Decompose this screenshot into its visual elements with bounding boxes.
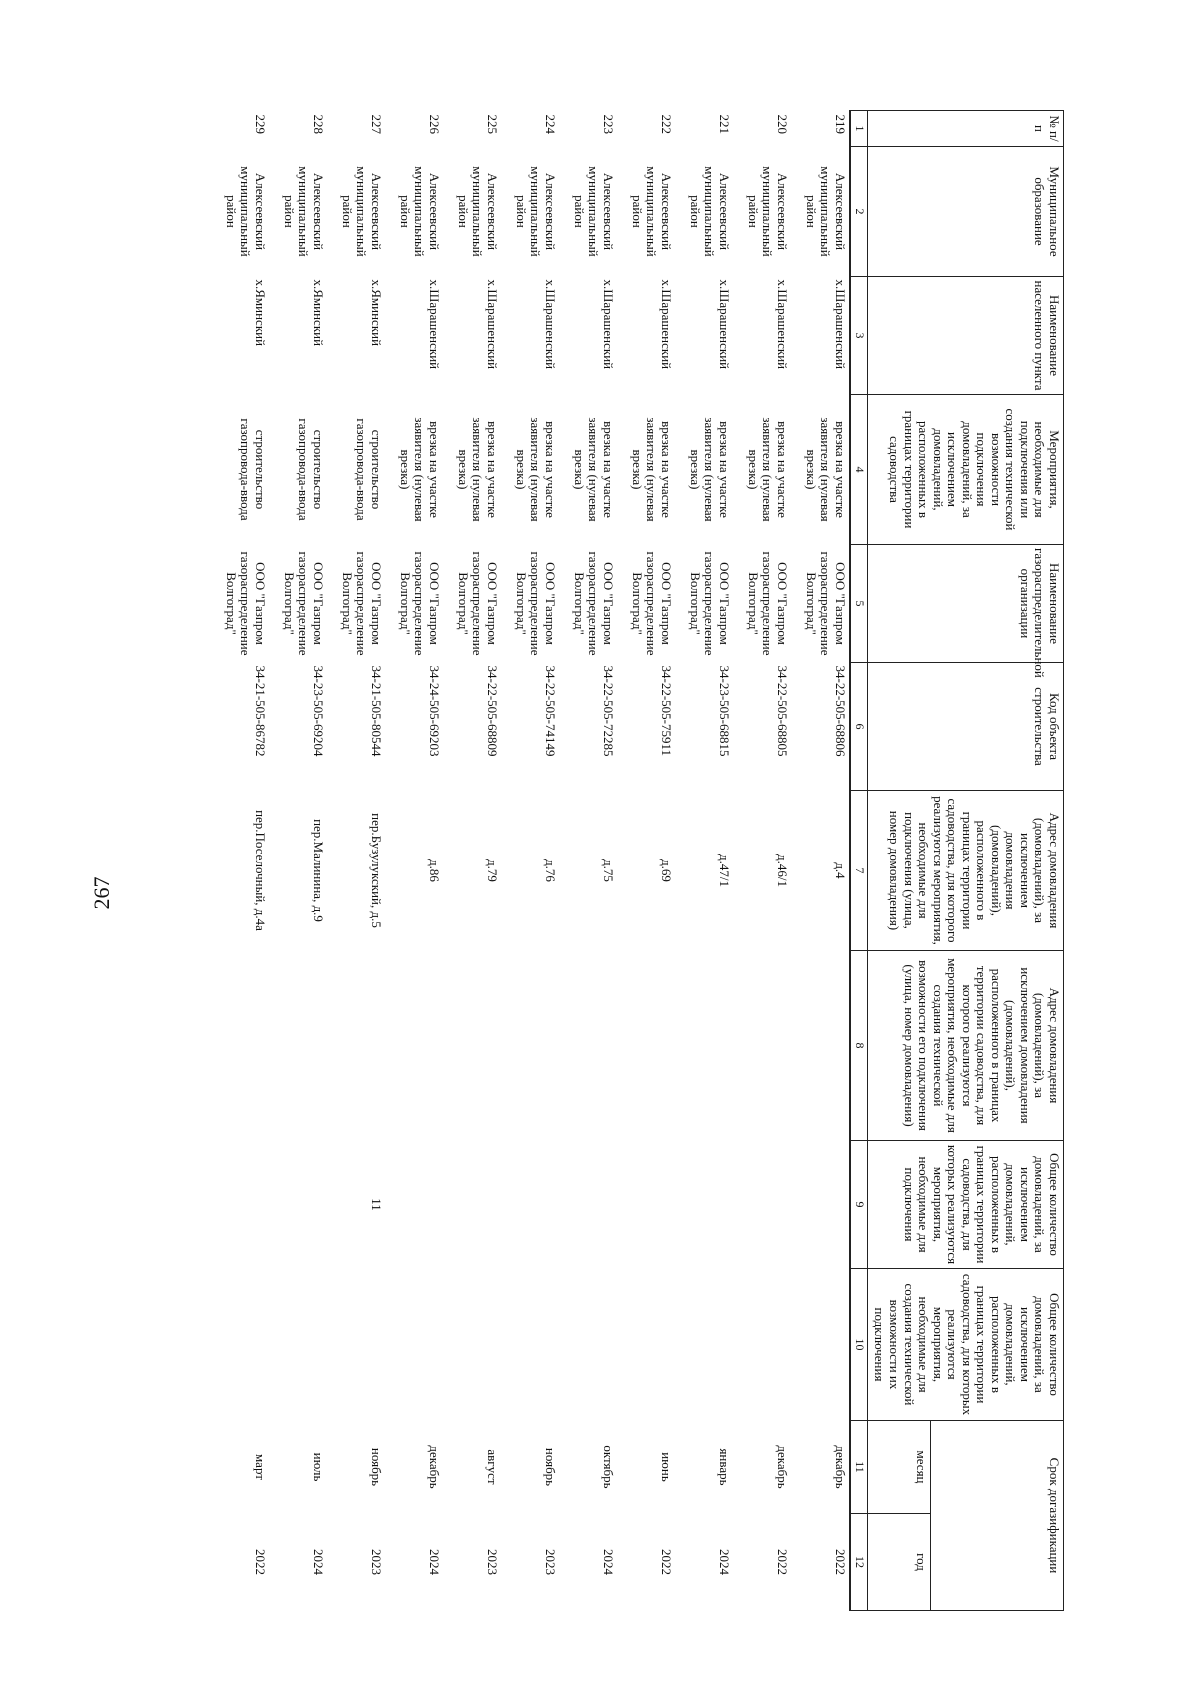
table-row <box>559 111 617 1611</box>
settlement-cell: х.Шарашенский <box>543 279 558 370</box>
address-tech-cell <box>211 951 269 1141</box>
measure-cell: врезка на участке заявителя (нулевая врезка) <box>803 417 848 522</box>
table-row <box>617 111 675 1611</box>
object-code-cell: 34-22-505-68809 <box>485 665 500 757</box>
count-connection-cell <box>501 1141 559 1269</box>
address-connection-cell: д.4 <box>833 862 848 879</box>
term-year-cell: 2023 <box>369 1549 384 1575</box>
municipality-cell: Алексеевский муниципальный район <box>745 166 790 257</box>
organization-cell: ООО "Газпром газораспределение Волгоград" <box>397 551 442 656</box>
settlement-cell: х.Шарашенский <box>717 279 732 370</box>
address-connection-cell: д.79 <box>485 859 500 882</box>
term-year-cell: 2022 <box>659 1549 674 1575</box>
term-month-cell: март <box>253 1454 268 1480</box>
header-address-tech: Адрес домовладения (домовладений), за исключением домовладения (домовладений), расположенного в границах территории садоводства, для которого реализуются мероприятия, необходимые для создания технической возможности его подключения (улица, номер домовладения) <box>868 951 1064 1141</box>
address-tech-cell <box>443 951 501 1141</box>
address-tech-cell <box>501 951 559 1141</box>
header-settlement: Наименование населенного пункта <box>868 277 1064 395</box>
count-tech-cell <box>675 1269 733 1421</box>
header-term: Срок догазификации <box>931 1421 1064 1611</box>
address-connection-cell: д.86 <box>427 859 442 882</box>
header-object-code: Код объекта строительства <box>868 663 1064 791</box>
table-row <box>385 111 443 1611</box>
row-number: 229 <box>253 114 268 134</box>
count-connection-cell <box>211 1141 269 1269</box>
object-code-cell: 34-21-505-80544 <box>369 665 384 757</box>
table-row <box>501 111 559 1611</box>
page-number: 267 <box>89 876 114 910</box>
address-tech-cell <box>733 951 791 1141</box>
col-number: 11 <box>850 1421 868 1514</box>
table-row <box>443 111 501 1611</box>
measure-cell: врезка на участке заявителя (нулевая врезка) <box>397 417 442 522</box>
municipality-cell: Алексеевский муниципальный район <box>629 166 674 257</box>
measure-cell: врезка на участке заявителя (нулевая врезка) <box>687 417 732 522</box>
count-connection-cell <box>791 1141 850 1269</box>
col-number: 2 <box>850 147 868 277</box>
count-tech-cell <box>791 1269 850 1421</box>
term-year-cell: 2024 <box>717 1549 732 1575</box>
municipality-cell: Алексеевский муниципальный район <box>397 166 442 257</box>
col-number: 7 <box>850 791 868 951</box>
table-row <box>327 111 385 1611</box>
col-number: 10 <box>850 1269 868 1421</box>
row-number: 228 <box>311 114 326 134</box>
table-row <box>733 111 791 1611</box>
term-month-cell: июнь <box>659 1452 674 1482</box>
header-month: месяц <box>868 1421 931 1514</box>
term-year-cell: 2024 <box>311 1549 326 1575</box>
term-year-cell: 2024 <box>601 1549 616 1575</box>
count-connection-cell <box>385 1141 443 1269</box>
organization-cell: ООО "Газпром газораспределение Волгоград" <box>571 551 616 656</box>
settlement-cell: х.Шарашенский <box>659 279 674 370</box>
term-month-cell: январь <box>717 1448 732 1486</box>
table-row <box>211 111 269 1611</box>
count-tech-cell <box>327 1269 385 1421</box>
address-connection-cell: д.76 <box>543 859 558 882</box>
row-number: 225 <box>485 114 500 134</box>
col-number: 4 <box>850 395 868 545</box>
term-year-cell: 2023 <box>485 1549 500 1575</box>
count-tech-cell <box>559 1269 617 1421</box>
count-tech-cell <box>385 1269 443 1421</box>
header-address-connection: Адрес домовладения (домовладений), за исключением домовладения (домовладений), расположенного в границах территории садоводства, для которого реализуются мероприятия, необходимые для подключения (улица, номер домовладения) <box>868 791 1064 951</box>
table-body <box>211 111 850 1611</box>
row-number: 220 <box>775 114 790 134</box>
gasification-table <box>211 110 1064 1611</box>
count-tech-cell <box>617 1269 675 1421</box>
col-number: 1 <box>850 111 868 147</box>
col-number: 5 <box>850 545 868 663</box>
table-row <box>675 111 733 1611</box>
header-organization: Наименование газораспределительной организации <box>868 545 1064 663</box>
object-code-cell: 34-21-505-86782 <box>253 665 268 757</box>
address-tech-cell <box>269 951 327 1141</box>
measure-cell: строительство газопровода-ввода <box>238 418 268 521</box>
address-tech-cell <box>559 951 617 1141</box>
row-number: 223 <box>601 114 616 134</box>
object-code-cell: 34-23-505-68815 <box>717 665 732 757</box>
row-number: 224 <box>543 114 558 134</box>
header-year: год <box>868 1514 931 1611</box>
term-month-cell: ноябрь <box>543 1447 558 1487</box>
row-number: 221 <box>717 114 732 134</box>
settlement-cell: х.Шарашенский <box>775 279 790 370</box>
object-code-cell: 34-23-505-69204 <box>311 665 326 757</box>
header-count-connection: Общее количество домовладений, за исключением домовладений, расположенных в границах территории садоводства, для которых реализуются мероприятия, необходимые для подключения <box>868 1141 1064 1269</box>
address-tech-cell <box>791 951 850 1141</box>
term-month-cell: август <box>485 1449 500 1485</box>
count-connection-cell: 11 <box>369 1198 384 1211</box>
organization-cell: ООО "Газпром газораспределение Волгоград" <box>803 551 848 656</box>
address-connection-cell: д.46/1 <box>775 854 790 887</box>
row-number: 219 <box>833 114 848 134</box>
measure-cell: врезка на участке заявителя (нулевая врезка) <box>513 417 558 522</box>
settlement-cell: х.Шарашенский <box>427 279 442 370</box>
address-tech-cell <box>385 951 443 1141</box>
header-count-tech: Общее количество домовладений, за исключением домовладений, расположенных в границах территории садоводства, для которых реализуются мероприятия, необходимые для создания технической возможности их подключения <box>868 1269 1064 1421</box>
municipality-cell: Алексеевский муниципальный район <box>339 166 384 257</box>
municipality-cell: Алексеевский муниципальный район <box>281 166 326 257</box>
municipality-cell: Алексеевский муниципальный район <box>455 166 500 257</box>
object-code-cell: 34-22-505-74149 <box>543 665 558 757</box>
organization-cell: ООО "Газпром газораспределение Волгоград" <box>223 551 268 656</box>
measure-cell: врезка на участке заявителя (нулевая врезка) <box>571 417 616 522</box>
rotated-table-container <box>100 110 1064 1610</box>
object-code-cell: 34-22-505-68806 <box>833 665 848 757</box>
address-tech-cell <box>617 951 675 1141</box>
table-row <box>791 111 850 1611</box>
measure-cell: строительство газопровода-ввода <box>354 418 384 521</box>
settlement-cell: х.Яминский <box>253 279 268 347</box>
col-number: 3 <box>850 277 868 395</box>
term-month-cell: июль <box>311 1452 326 1482</box>
count-tech-cell <box>443 1269 501 1421</box>
address-connection-cell: пер.Бузулукский, д.5 <box>369 813 384 928</box>
address-connection-cell: д.69 <box>659 859 674 882</box>
measure-cell: врезка на участке заявителя (нулевая врезка) <box>455 417 500 522</box>
settlement-cell: х.Шарашенский <box>833 279 848 370</box>
organization-cell: ООО "Газпром газораспределение Волгоград" <box>455 551 500 656</box>
object-code-cell: 34-22-505-72285 <box>601 665 616 757</box>
measure-cell: врезка на участке заявителя (нулевая врезка) <box>745 417 790 522</box>
term-year-cell: 2022 <box>775 1549 790 1575</box>
organization-cell: ООО "Газпром газораспределение Волгоград" <box>513 551 558 656</box>
organization-cell: ООО "Газпром газораспределение Волгоград" <box>629 551 674 656</box>
object-code-cell: 34-22-505-75911 <box>659 665 674 757</box>
count-tech-cell <box>211 1269 269 1421</box>
count-connection-cell <box>733 1141 791 1269</box>
count-connection-cell <box>269 1141 327 1269</box>
header-number: № п/п <box>868 111 1064 147</box>
header-municipality: Муниципальное образование <box>868 147 1064 277</box>
term-year-cell: 2022 <box>833 1549 848 1575</box>
term-year-cell: 2022 <box>253 1549 268 1575</box>
address-tech-cell <box>327 951 385 1141</box>
count-connection-cell <box>559 1141 617 1269</box>
term-month-cell: октябрь <box>601 1445 616 1489</box>
organization-cell: ООО "Газпром газораспределение Волгоград" <box>339 551 384 656</box>
count-tech-cell <box>269 1269 327 1421</box>
address-connection-cell: пер.Поселочный, д.4а <box>253 810 268 931</box>
term-year-cell: 2024 <box>427 1549 442 1575</box>
term-month-cell: декабрь <box>833 1445 848 1489</box>
table-row <box>269 111 327 1611</box>
address-connection-cell: д.75 <box>601 859 616 882</box>
row-number: 227 <box>369 114 384 134</box>
settlement-cell: х.Шарашенский <box>601 279 616 370</box>
municipality-cell: Алексеевский муниципальный район <box>571 166 616 257</box>
measure-cell: врезка на участке заявителя (нулевая врезка) <box>629 417 674 522</box>
settlement-cell: х.Яминский <box>369 279 384 347</box>
object-code-cell: 34-22-505-68805 <box>775 665 790 757</box>
row-number: 222 <box>659 114 674 134</box>
term-month-cell: декабрь <box>775 1445 790 1489</box>
col-number: 8 <box>850 951 868 1141</box>
address-connection-cell: пер.Малинина, д.9 <box>311 819 326 922</box>
municipality-cell: Алексеевский муниципальный район <box>223 166 268 257</box>
col-number: 6 <box>850 663 868 791</box>
settlement-cell: х.Яминский <box>311 279 326 347</box>
object-code-cell: 34-24-505-69203 <box>427 665 442 757</box>
organization-cell: ООО "Газпром газораспределение Волгоград" <box>281 551 326 656</box>
col-number: 12 <box>850 1514 868 1611</box>
count-tech-cell <box>733 1269 791 1421</box>
term-month-cell: декабрь <box>427 1445 442 1489</box>
count-connection-cell <box>617 1141 675 1269</box>
address-connection-cell: д.47/1 <box>717 854 732 887</box>
organization-cell: ООО "Газпром газораспределение Волгоград" <box>745 551 790 656</box>
col-number: 9 <box>850 1141 868 1269</box>
count-connection-cell <box>675 1141 733 1269</box>
municipality-cell: Алексеевский муниципальный район <box>803 166 848 257</box>
count-connection-cell <box>443 1141 501 1269</box>
term-month-cell: ноябрь <box>369 1447 384 1487</box>
row-number: 226 <box>427 114 442 134</box>
organization-cell: ООО "Газпром газораспределение Волгоград" <box>687 551 732 656</box>
municipality-cell: Алексеевский муниципальный район <box>687 166 732 257</box>
settlement-cell: х.Шарашенский <box>485 279 500 370</box>
header-measures: Мероприятия, необходимые для подключения или создания технической возможности подключения домовладений, за исключением домовладений, расположенных в границах территории садоводства <box>868 395 1064 545</box>
municipality-cell: Алексеевский муниципальный район <box>513 166 558 257</box>
term-year-cell: 2023 <box>543 1549 558 1575</box>
measure-cell: строительство газопровода-ввода <box>296 418 326 521</box>
address-tech-cell <box>675 951 733 1141</box>
count-tech-cell <box>501 1269 559 1421</box>
